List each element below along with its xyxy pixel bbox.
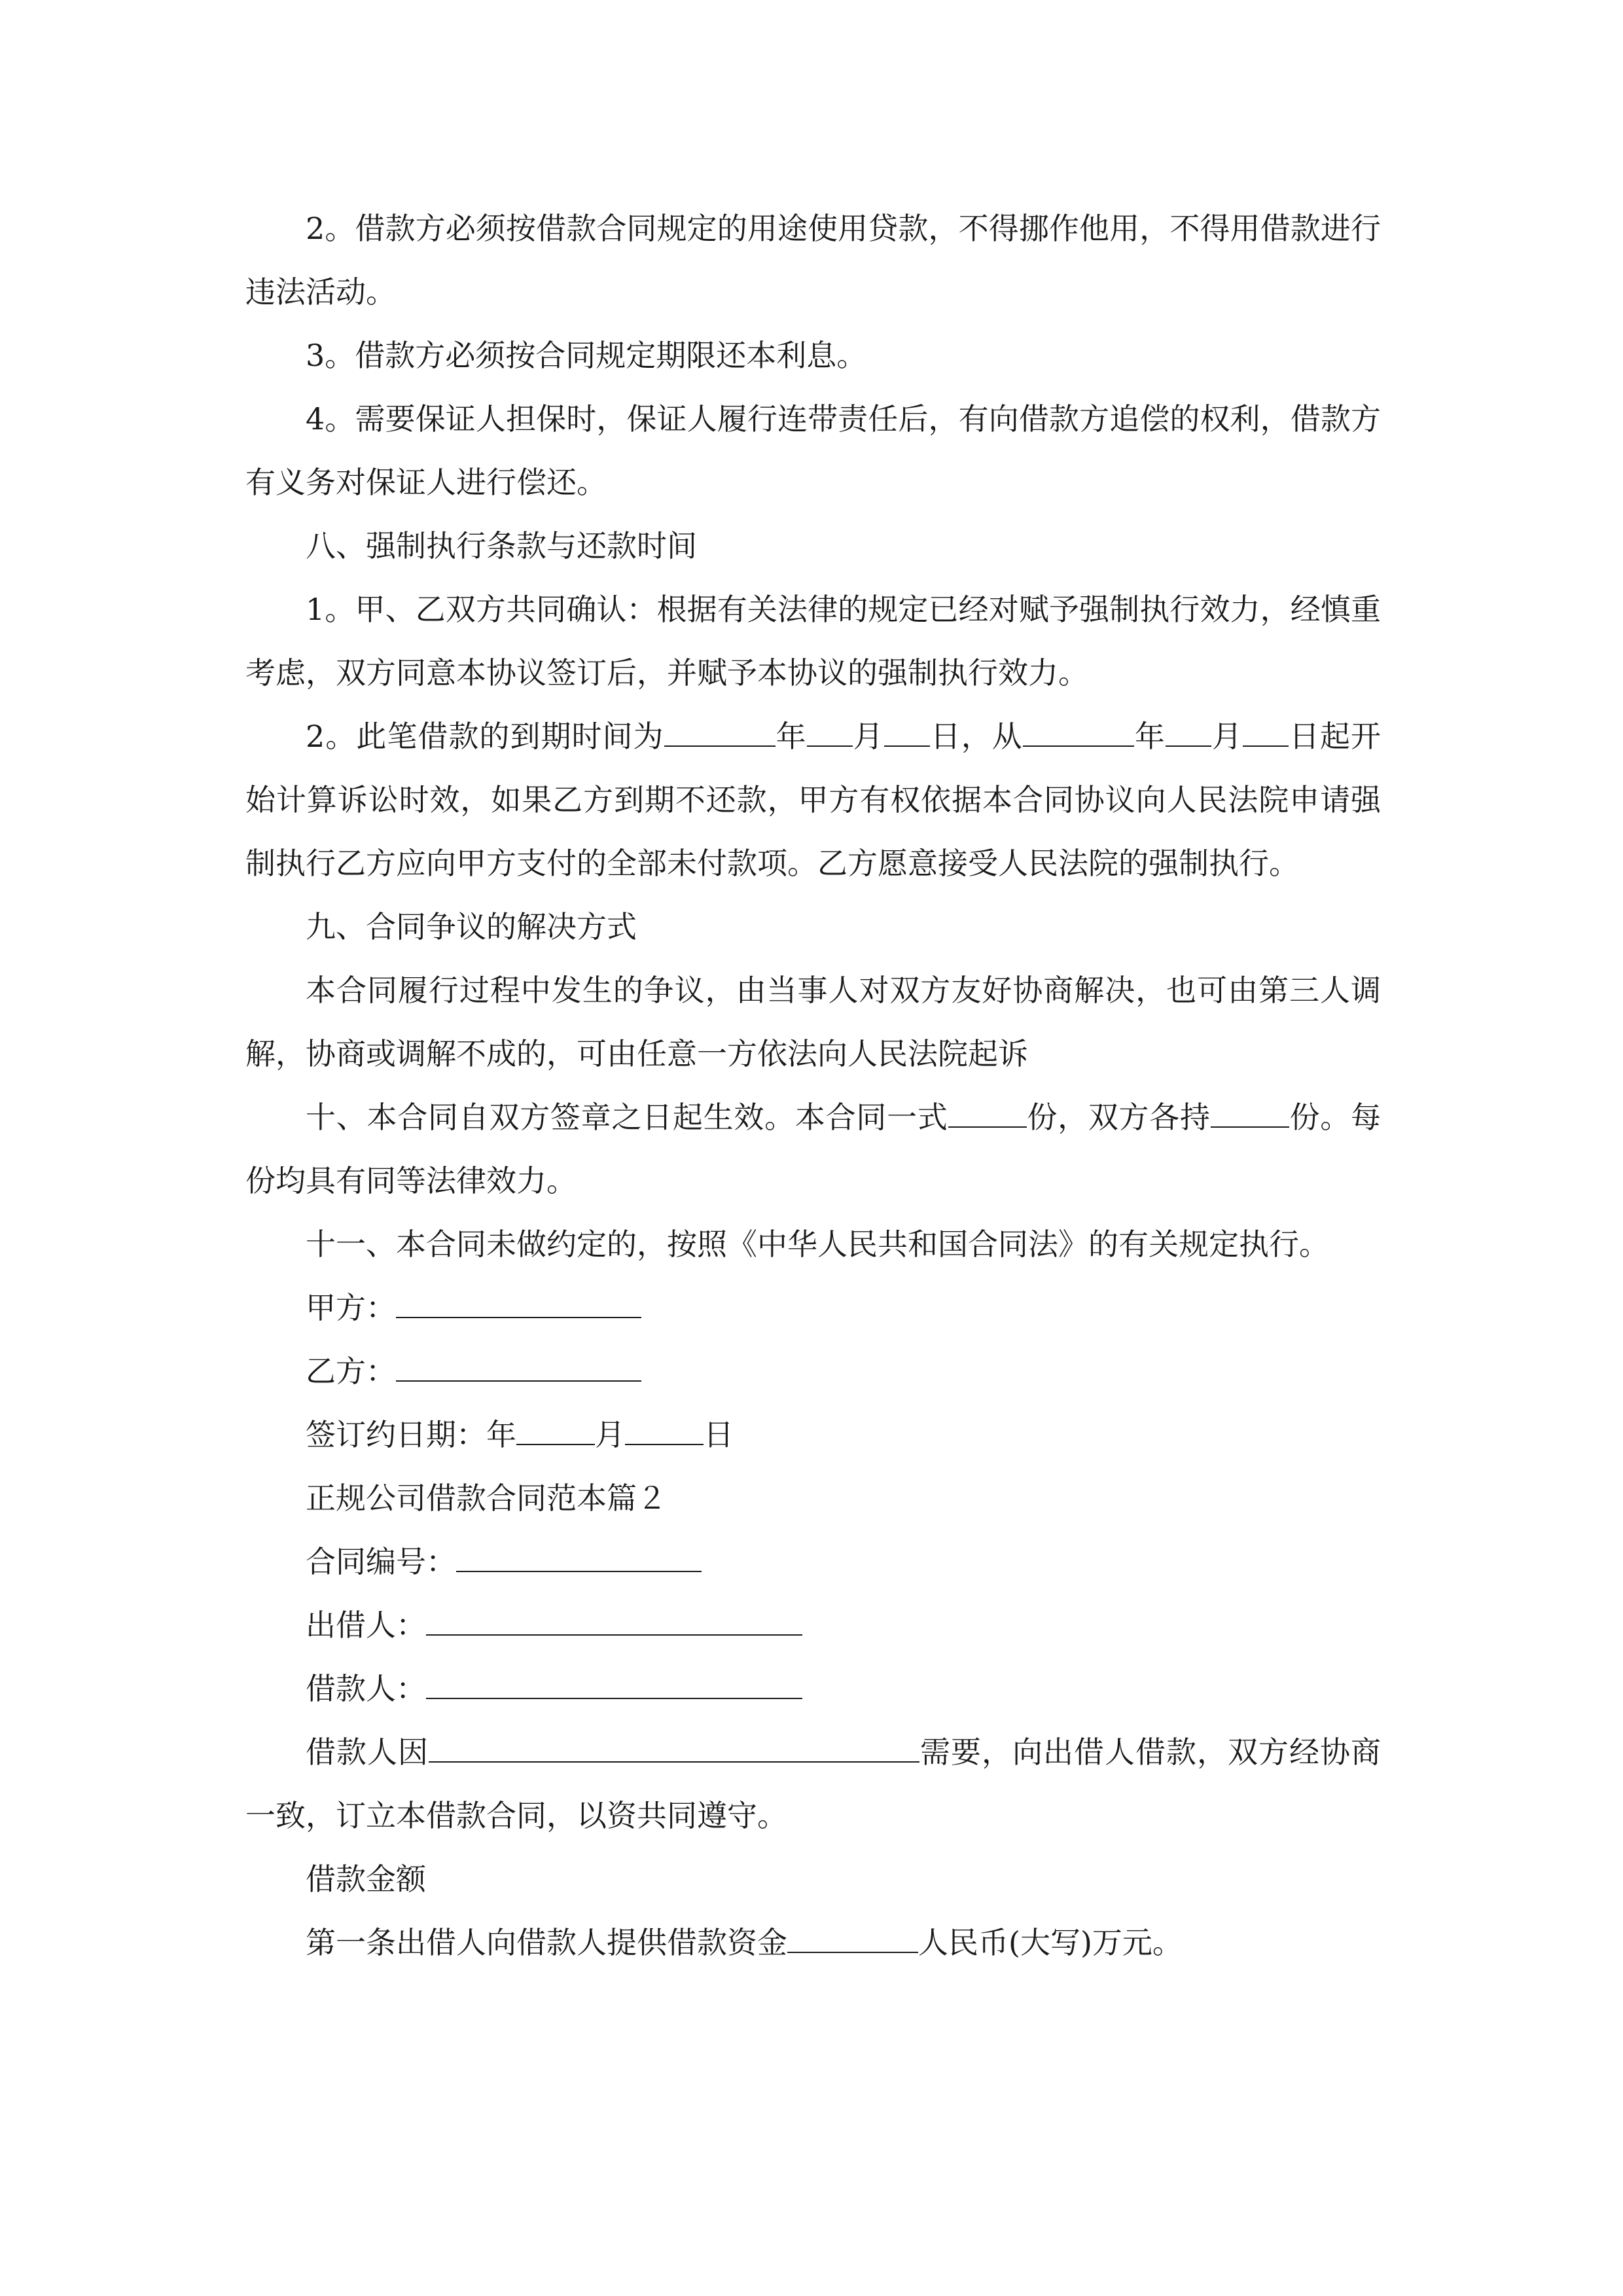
clause-8-2 <box>245 705 1381 895</box>
lender-label: 出借人： <box>306 1607 426 1643</box>
clause-7-3: 3。借款方必须按合同规定期限还本利息。 <box>306 338 867 373</box>
due-year-blank <box>664 714 776 747</box>
clause-7-2: 2。借款方必须按借款合同规定的用途使用贷款，不得挪作他用，不得用借款进行违法活动。 <box>245 211 1381 310</box>
borrower-blank <box>426 1666 802 1699</box>
clause-8-2-prefix: 2。此笔借款的到期时间为 <box>306 719 664 754</box>
due-year-label: 年 <box>775 719 807 754</box>
section-9-heading: 九、合同争议的解决方式 <box>306 909 637 944</box>
section-10-part1: 十、本合同自双方签章之日起生效。本合同一式 <box>306 1100 948 1135</box>
sign-month-blank <box>516 1412 595 1445</box>
lender-blank <box>426 1603 802 1636</box>
start-day-label: 日 <box>1288 719 1321 754</box>
party-b-label: 乙方： <box>306 1354 396 1389</box>
section-9-text: 本合同履行过程中发生的争议，由当事人对双方友好协商解决，也可由第三人调解，协商或调解不成的，可由任意一方依法向人民法院起诉 <box>245 973 1381 1071</box>
start-year-label: 年 <box>1133 719 1166 754</box>
due-day-label: 日 <box>929 719 961 754</box>
party-b-blank <box>396 1349 641 1382</box>
copies-total-blank <box>948 1095 1027 1128</box>
contract-number-blank <box>456 1539 702 1572</box>
section-10-part3: 份。每份均具有同等法律效力。 <box>245 1100 1382 1198</box>
borrower-label: 借款人： <box>306 1671 426 1706</box>
contract-2-title: 正规公司借款合同范本篇２ <box>306 1480 667 1516</box>
contract-number-label: 合同编号： <box>306 1544 456 1579</box>
due-month-label: 月 <box>852 719 884 754</box>
amount-heading: 借款金额 <box>306 1861 426 1897</box>
section-11: 十一、本合同未做约定的，按照《中华人民共和国合同法》的有关规定执行。 <box>306 1227 1329 1262</box>
lender-line <box>245 1594 1381 1657</box>
intro-part2: 需要，向出借人借款，双方经协商一致，订立本借款合同，以资共同遵守。 <box>245 1734 1381 1833</box>
contract-2-intro <box>245 1721 1381 1848</box>
party-b-line <box>245 1340 1381 1403</box>
sign-day-label: 日 <box>704 1417 734 1452</box>
contract-number-line <box>245 1530 1381 1594</box>
loan-amount-blank <box>787 1920 918 1953</box>
party-a-blank <box>396 1285 641 1318</box>
from-label: ，从 <box>961 719 1023 754</box>
section-10 <box>245 1086 1381 1213</box>
contract-body <box>245 197 1381 1975</box>
start-month-label: 月 <box>1211 719 1243 754</box>
start-month-blank <box>1166 714 1211 747</box>
sign-date-line <box>245 1403 1381 1467</box>
intro-part1: 借款人因 <box>306 1734 429 1770</box>
start-year-blank <box>1023 714 1134 747</box>
sign-date-label: 签订约日期：年 <box>306 1417 516 1452</box>
sign-month-label: 月 <box>595 1417 625 1452</box>
section-10-part2: 份，双方各持 <box>1026 1100 1211 1135</box>
party-a-label: 甲方： <box>306 1290 396 1325</box>
clause-8-1: 1。甲、乙双方共同确认：根据有关法律的规定已经对赋予强制执行效力，经慎重考虑，双方同意本协议签订后，并赋予本协议的强制执行效力。 <box>245 592 1381 691</box>
purpose-blank <box>429 1730 919 1763</box>
due-month-blank <box>807 714 853 747</box>
borrower-line <box>245 1657 1381 1721</box>
sign-day-blank <box>625 1412 704 1445</box>
party-a-line <box>245 1276 1381 1340</box>
copies-each-blank <box>1211 1095 1289 1128</box>
clause-8-2-suffix: 起开始计算诉讼时效，如果乙方到期不还款，甲方有权依据本合同协议向人民法院申请强制执行乙方应向甲方支付的全部未付款项。乙方愿意接受人民法院的强制执行。 <box>245 719 1382 881</box>
section-8-heading: 八、强制执行条款与还款时间 <box>306 528 697 564</box>
due-day-blank <box>884 714 930 747</box>
article-1 <box>245 1911 1381 1975</box>
article-1-part1: 第一条出借人向借款人提供借款资金 <box>306 1925 787 1960</box>
article-1-part2: 人民币(大写)万元。 <box>918 1925 1183 1960</box>
start-day-blank <box>1243 714 1289 747</box>
clause-7-4: 4。需要保证人担保时，保证人履行连带责任后，有向借款方追偿的权利，借款方有义务对保证人进行偿还。 <box>245 401 1381 500</box>
